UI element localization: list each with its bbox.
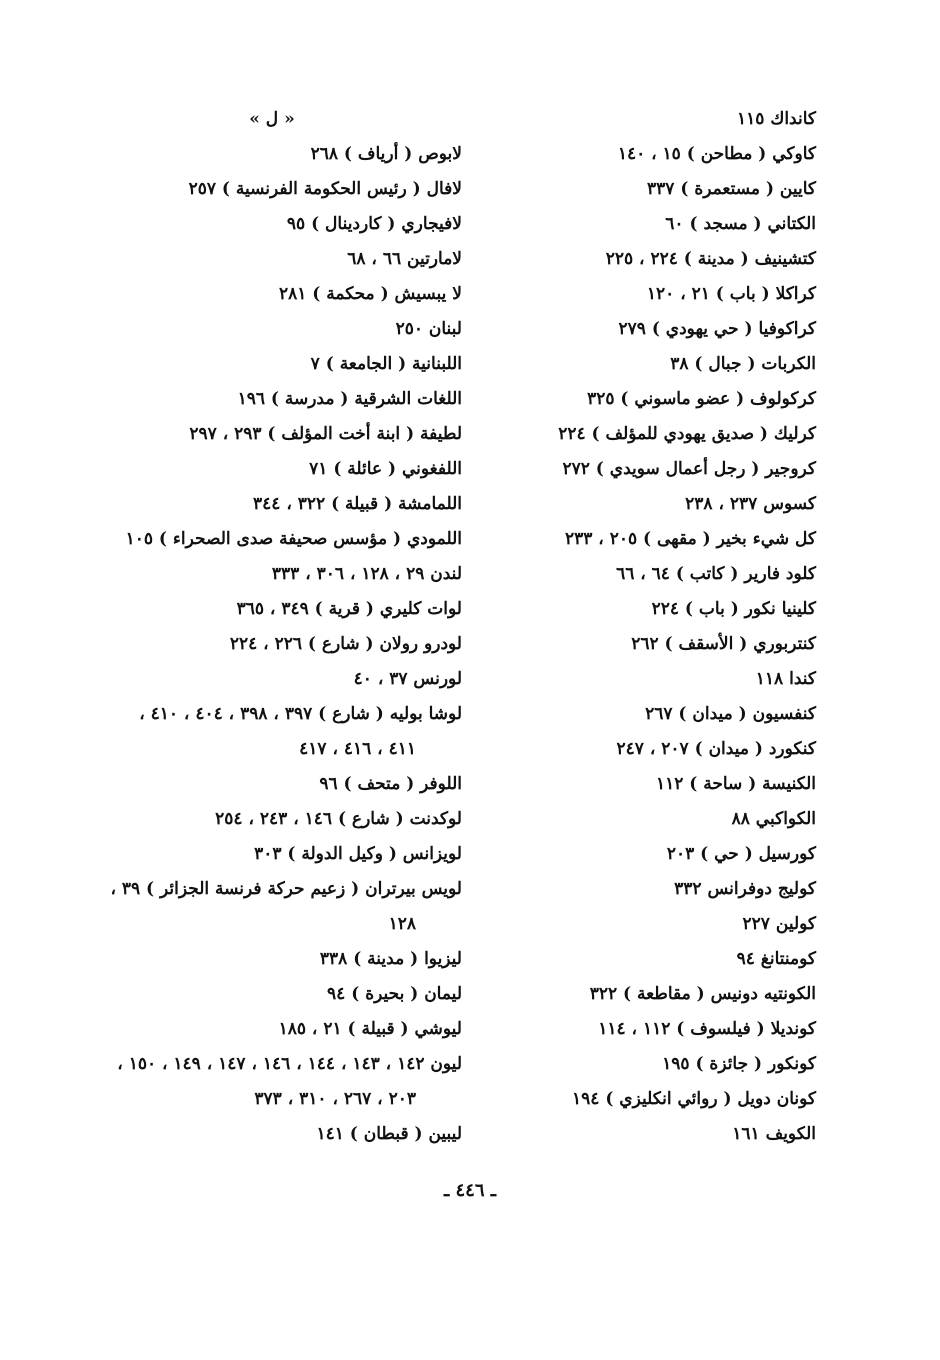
index-entry: كرليك ( صديق يهودي للمؤلف ) ٢٢٤ [558,424,816,444]
index-entry: لابوص ( أرياف ) ٢٦٨ [310,144,462,164]
index-entry: الكنيسة ( ساحة ) ١١٢ [655,774,816,794]
index-entry: اللمامشة ( قبيلة ) ٣٢٢ ، ٣٤٤ [253,494,462,514]
index-entry: كسوس ٢٣٧ ، ٢٣٨ [685,494,816,514]
index-entry: كونان دويل ( روائي انكليزي ) ١٩٤ [572,1089,816,1109]
index-entry: لودرو رولان ( شارع ) ٢٢٦ ، ٢٢٤ [229,634,462,654]
index-entry: لورنس ٣٧ ، ٤٠ [353,669,462,689]
index-entry: اللوفر ( متحف ) ٩٦ [319,774,462,794]
index-entry: لويزانس ( وكيل الدولة ) ٣٠٣ [254,844,462,864]
index-entry: لوات كليري ( قرية ) ٣٤٩ ، ٣٦٥ [236,599,462,619]
index-entry: كونكور ( جائزة ) ١٩٥ [662,1054,816,1074]
index-entry-continuation: ٤١١ ، ٤١٦ ، ٤١٧ [299,739,416,759]
index-entry: كلود فارير ( كاتب ) ٦٤ ، ٦٦ [616,564,816,584]
index-entry-continuation: ١٢٨ [388,914,416,934]
index-entry: كلينيا نكور ( باب ) ٢٢٤ [651,599,816,619]
index-entry: ليزيوا ( مدينة ) ٣٣٨ [319,949,462,969]
index-entry: اللفغوني ( عائلة ) ٧١ [309,459,462,479]
index-entry: لافيجاري ( كاردينال ) ٩٥ [286,214,462,234]
index-entry: لندن ٢٩ ، ١٢٨ ، ٣٠٦ ، ٣٣٣ [271,564,462,584]
index-entry: كونديلا ( فيلسوف ) ١١٢ ، ١١٤ [598,1019,816,1039]
index-entry: كتشينيف ( مدينة ) ٢٢٤ ، ٢٢٥ [605,249,816,269]
index-entry: ليوشي ( قبيلة ) ٢١ ، ١٨٥ [278,1019,462,1039]
index-entry: كانداك ١١٥ [737,109,816,129]
index-entry: ليون ١٤٢ ، ١٤٣ ، ١٤٤ ، ١٤٦ ، ١٤٧ ، ١٤٩ ، ١٥٠ ، [117,1054,462,1074]
index-entry: لوشا بوليه ( شارع ) ٣٩٧ ، ٣٩٨ ، ٤٠٤ ، ٤١٠ ، [139,704,462,724]
index-entry: الكواكبي ٨٨ [731,809,816,829]
index-entry: لبنان ٢٥٠ [395,319,462,339]
index-entry: كايين ( مستعمرة ) ٣٣٧ [647,179,816,199]
index-entry: كراكوفيا ( حي يهودي ) ٢٧٩ [618,319,816,339]
index-entry: ليمان ( بحيرة ) ٩٤ [327,984,462,1004]
index-entry: الكونتيه دونيس ( مقاطعة ) ٣٢٢ [589,984,816,1004]
index-entry: لامارتين ٦٦ ، ٦٨ [347,249,462,269]
index-entry: لويس بيرتران ( زعيم حركة فرنسة الجزائر ) ٣٩ ، [110,879,462,899]
index-column-lam [110,102,462,1152]
section-header-lam: « ل » [249,109,295,129]
index-entry: كورسيل ( حي ) ٢٠٣ [666,844,816,864]
index-entry: لوكدنت ( شارع ) ١٤٦ ، ٢٤٣ ، ٢٥٤ [215,809,462,829]
index-entry: لا يبسيش ( محكمة ) ٢٨١ [278,284,462,304]
index-entry: كومنتانغ ٩٤ [736,949,816,969]
index-entry-continuation: ٢٠٣ ، ٢٦٧ ، ٣١٠ ، ٣٧٣ [254,1089,416,1109]
index-entry: كاوكي ( مطاحن ) ١٥ ، ١٤٠ [617,144,816,164]
index-entry: كل شيء بخير ( مقهى ) ٢٠٥ ، ٢٣٣ [564,529,816,549]
index-entry: كندا ١١٨ [755,669,816,689]
index-entry: لطيفة ( ابنة أخت المؤلف ) ٢٩٣ ، ٢٩٧ [189,424,462,444]
page-number: ـ ٤٤٦ ـ [443,1180,497,1201]
index-entry: كنتربوري ( الأسقف ) ٢٦٢ [631,634,816,654]
index-column-kaf [496,102,816,1152]
index-entry: كنفسيون ( ميدان ) ٢٦٧ [645,704,816,724]
index-entry: كولين ٢٢٧ [742,914,816,934]
index-entry: كوليج دوفرانس ٣٣٢ [674,879,816,899]
index-entry: كنكورد ( ميدان ) ٢٠٧ ، ٢٤٧ [616,739,816,759]
index-entry: الكربات ( جبال ) ٣٨ [670,354,816,374]
index-entry: الكتاني ( مسجد ) ٦٠ [665,214,816,234]
index-entry: كروجير ( رجل أعمال سويدي ) ٢٧٢ [562,459,816,479]
index-entry: اللغات الشرقية ( مدرسة ) ١٩٦ [237,389,462,409]
index-entry: كراكلا ( باب ) ٢١ ، ١٢٠ [646,284,816,304]
index-entry: الكويف ١٦١ [732,1124,816,1144]
index-entry: اللبنانية ( الجامعة ) ٧ [310,354,462,374]
index-entry: اللمودي ( مؤسس صحيفة صدى الصحراء ) ١٠٥ [125,529,462,549]
index-entry: كركولوف ( عضو ماسوني ) ٣٢٥ [587,389,816,409]
index-entry: لافال ( رئيس الحكومة الفرنسية ) ٢٥٧ [188,179,462,199]
index-entry: ليبين ( قبطان ) ١٤١ [316,1124,462,1144]
